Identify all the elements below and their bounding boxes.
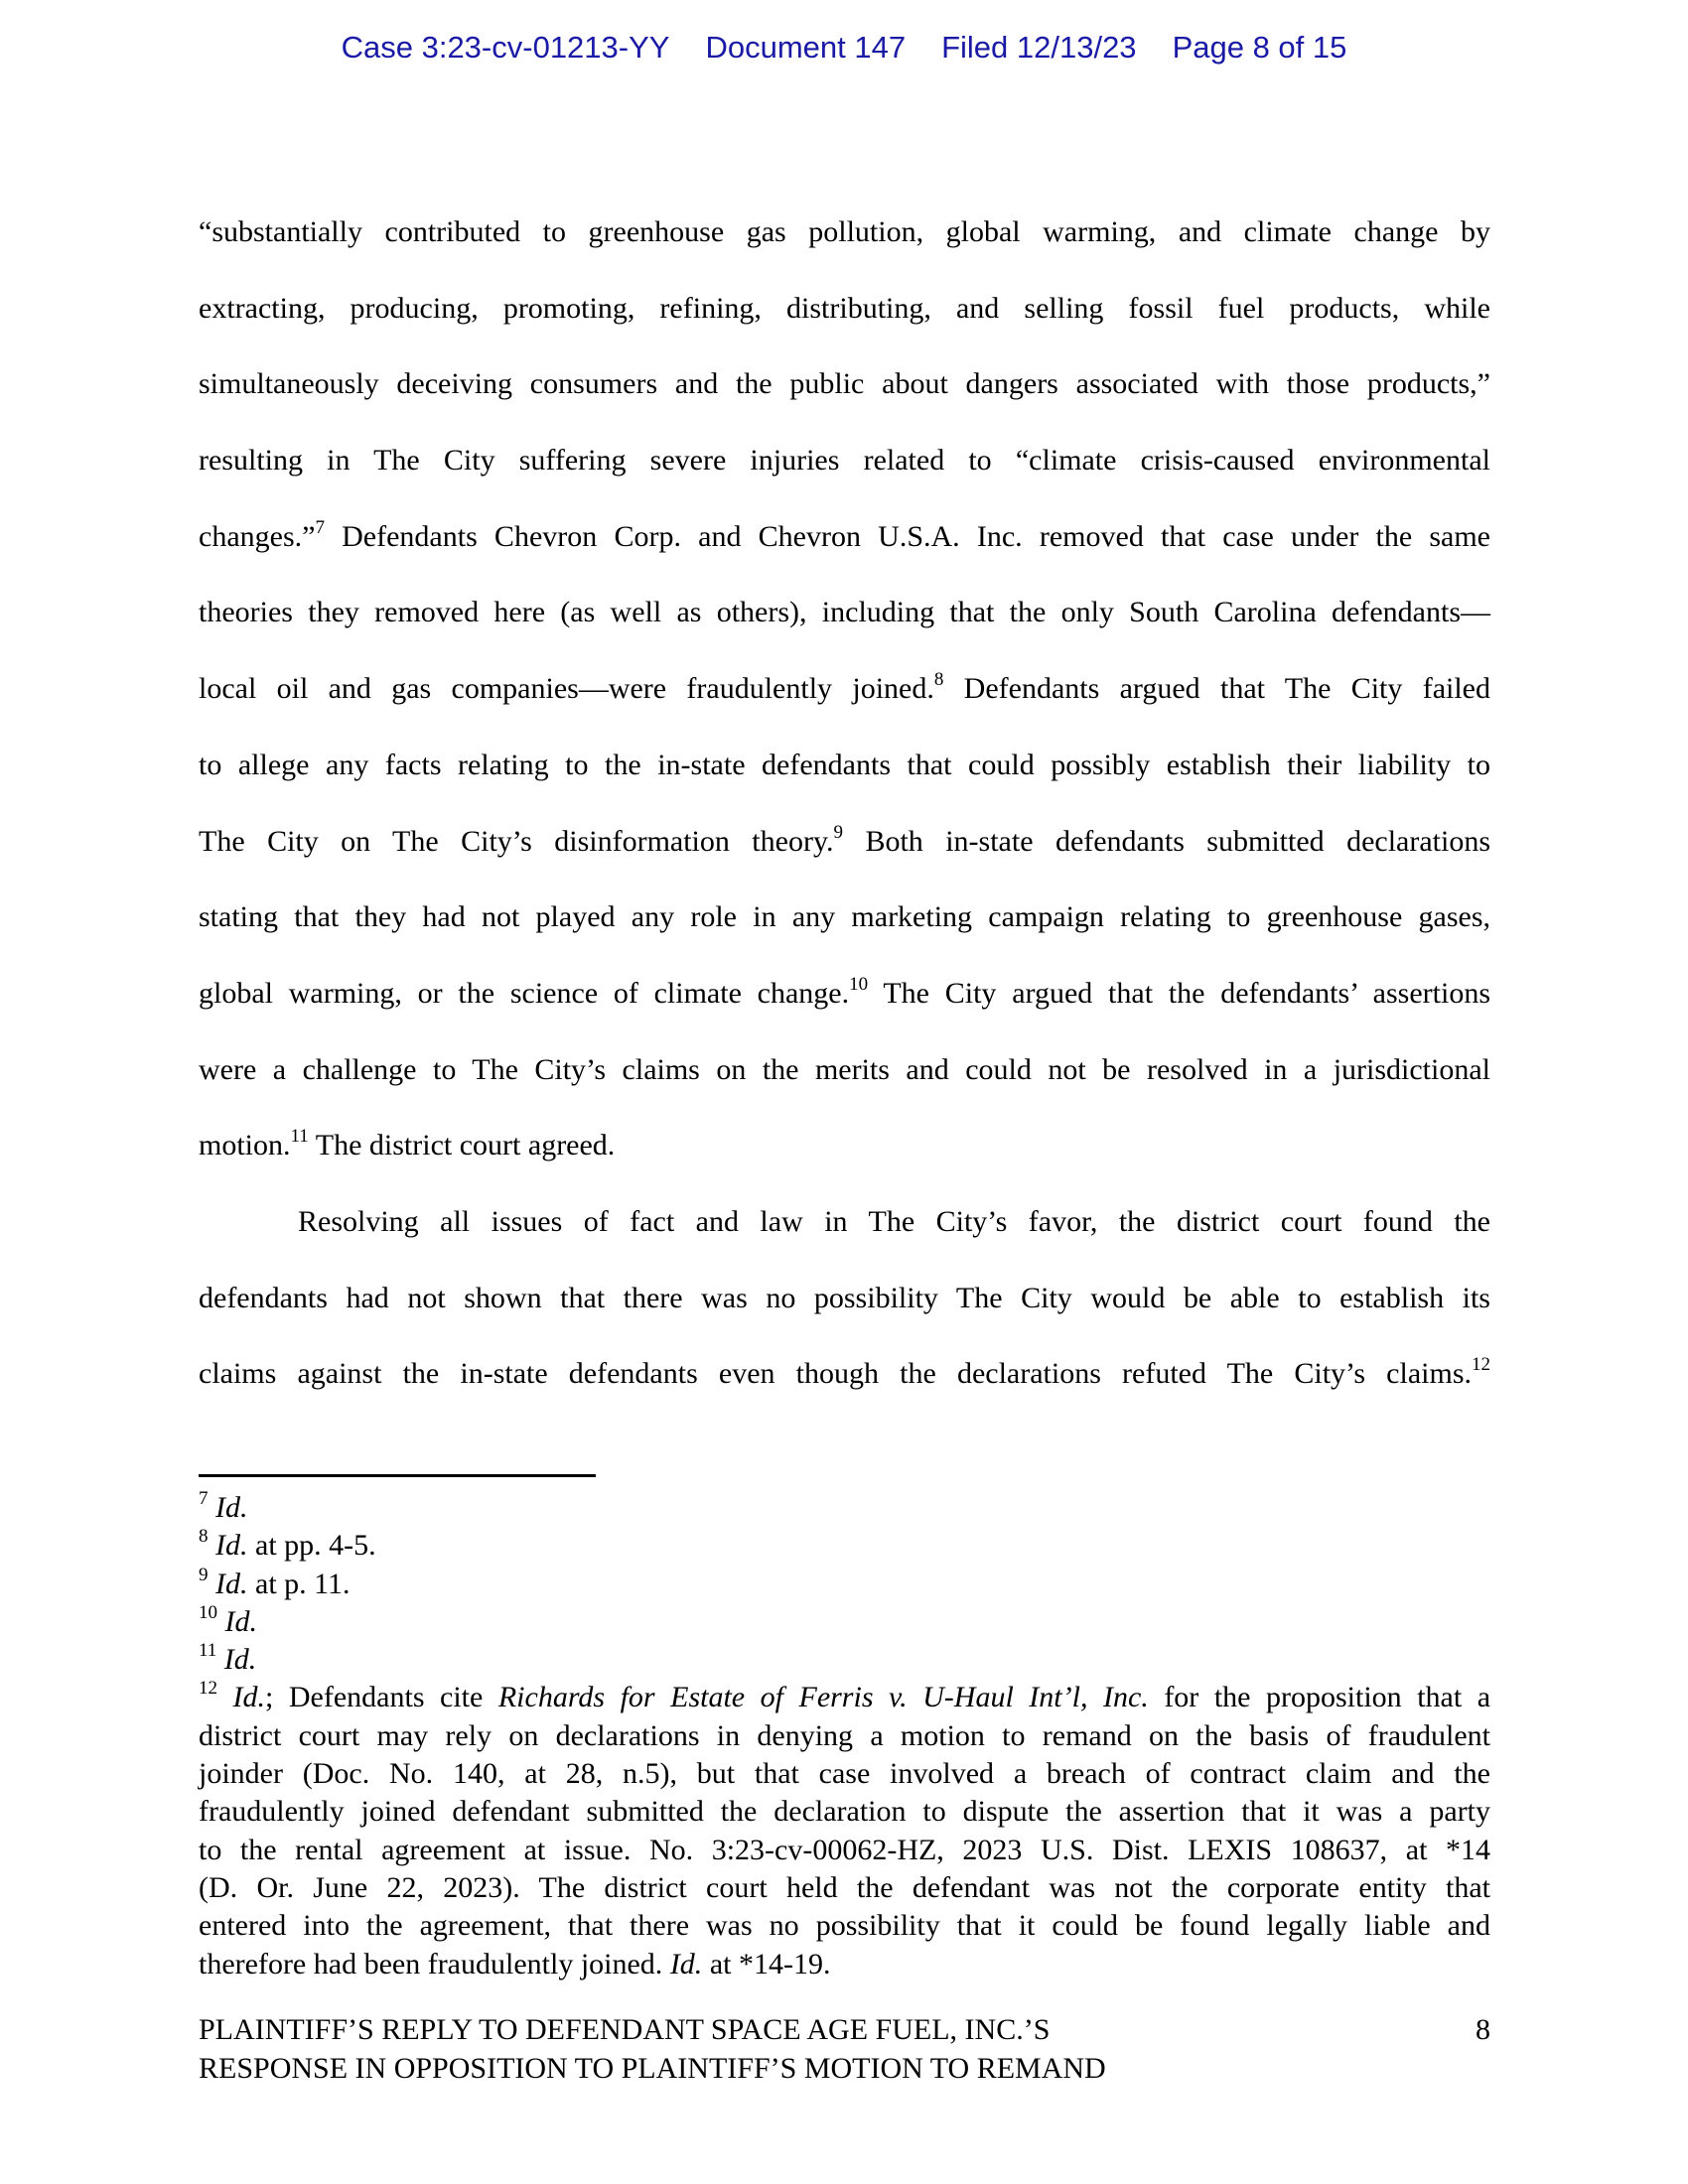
body-text [199,195,1490,1413]
footer-title-line-2: RESPONSE IN OPPOSITION TO PLAINTIFF’S MOTION TO REMAND [199,2052,1106,2085]
footnote-9: $^9$ Id. at p. 11. [199,1564,351,1600]
body-line: motion.$^{11}$ The district court agreed. [199,1126,616,1162]
footnote-ref[interactable]: 9 [833,821,844,843]
body-line: The City on The City’s disinformation theory.$^9$ Both in-state defendants submitted declarations [199,821,1490,858]
footnote-12-line: entered into the agreement, that there was no possibility that it could be found legally liable and [199,1909,1490,1943]
document-number: Document 147 [705,30,907,65]
footnote-ref[interactable]: 11 [290,1126,309,1148]
body-line: resulting in The City suffering severe injuries related to “climate crisis-caused environmental [199,444,1490,478]
footnote-ref[interactable]: 12 [1472,1354,1490,1376]
footnote-12-line: to the rental agreement at issue. No. 3:23-cv-00062-HZ, 2023 U.S. Dist. LEXIS 108637, at *14 [199,1833,1490,1866]
body-line: were a challenge to The City’s claims on the merits and could not be resolved in a jurisdictional [199,1052,1490,1086]
footnote-12: $^{12}$ Id.; Defendants cite Richards for Estate of Ferris v. U-Haul Int’l, Inc. for the proposition that a [199,1678,1491,1714]
body-line: claims against the in-state defendants even though the declarations refuted The City’s claims.$^{12}$ [199,1354,1490,1391]
footnote-12-line: district court may rely on declarations in denying a motion to remand on the basis of fraudulent [199,1718,1490,1752]
body-line: defendants had not shown that there was no possibility The City would be able to establish its [199,1281,1490,1314]
footnote-separator [199,1474,596,1477]
footnote-ref[interactable]: 7 [315,516,325,538]
body-line: to allege any facts relating to the in-state defendants that could possibly establish their liability to [199,748,1490,781]
footnote-11: $^{11}$ Id. [199,1640,257,1677]
page-footer [199,2010,1490,2088]
body-line: local oil and gas companies—were fraudulently joined.$^8$ Defendants argued that The City failed [199,669,1490,706]
footnote-12-line: fraudulently joined defendant submitted the declaration to dispute the assertion that it was a party [199,1795,1490,1829]
body-line: changes.”$^7$ Defendants Chevron Corp. and Chevron U.S.A. Inc. removed that case under the same [199,516,1490,553]
body-line: stating that they had not played any role in any marketing campaign relating to greenhouse gases, [199,900,1490,934]
page-number: 8 [1476,2013,1490,2046]
case-number: Case 3:23-cv-01213-YY [341,30,670,65]
footnote-12-line: joinder (Doc. No. 140, at 28, n.5), but that case involved a breach of contract claim and the [199,1757,1490,1791]
footnote-12-line: (D. Or. June 22, 2023). The district court held the defendant was not the corporate entity that [199,1870,1490,1904]
case-citation: Richards for Estate of Ferris v. U-Haul Int’l, Inc. [497,1681,1149,1714]
ecf-header [0,30,1688,66]
footnote-10: $^{10}$ Id. [199,1601,257,1638]
page-indicator: Page 8 of 15 [1172,30,1347,65]
footnote-7: $^7$ Id. [199,1488,248,1524]
body-line: theories they removed here (as well as others), including that the only South Carolina defendants— [199,596,1490,629]
body-line: extracting, producing, promoting, refining, distributing, and selling fossil fuel products, while [199,291,1490,325]
footnote-12-line: therefore had been fraudulently joined. Id. at *14-19. [199,1947,831,1980]
footnote-ref[interactable]: 10 [849,973,869,995]
footnotes [199,1489,1490,1983]
body-line: Resolving all issues of fact and law in The City’s favor, the district court found the [298,1204,1490,1238]
body-line: global warming, or the science of climate change.$^{10}$ The City argued that the defendants’ assertions [199,973,1490,1010]
footnote-ref[interactable]: 8 [933,669,944,691]
body-line: simultaneously deceiving consumers and the public about dangers associated with those products,” [199,367,1490,401]
footnote-8: $^8$ Id. at pp. 4-5. [199,1526,376,1563]
body-line: “substantially contributed to greenhouse gas pollution, global warming, and climate change by [199,215,1490,248]
footer-title-line-1: PLAINTIFF’S REPLY TO DEFENDANT SPACE AGE FUEL, INC.’S [199,2013,1051,2046]
filed-date: Filed 12/13/23 [941,30,1137,65]
